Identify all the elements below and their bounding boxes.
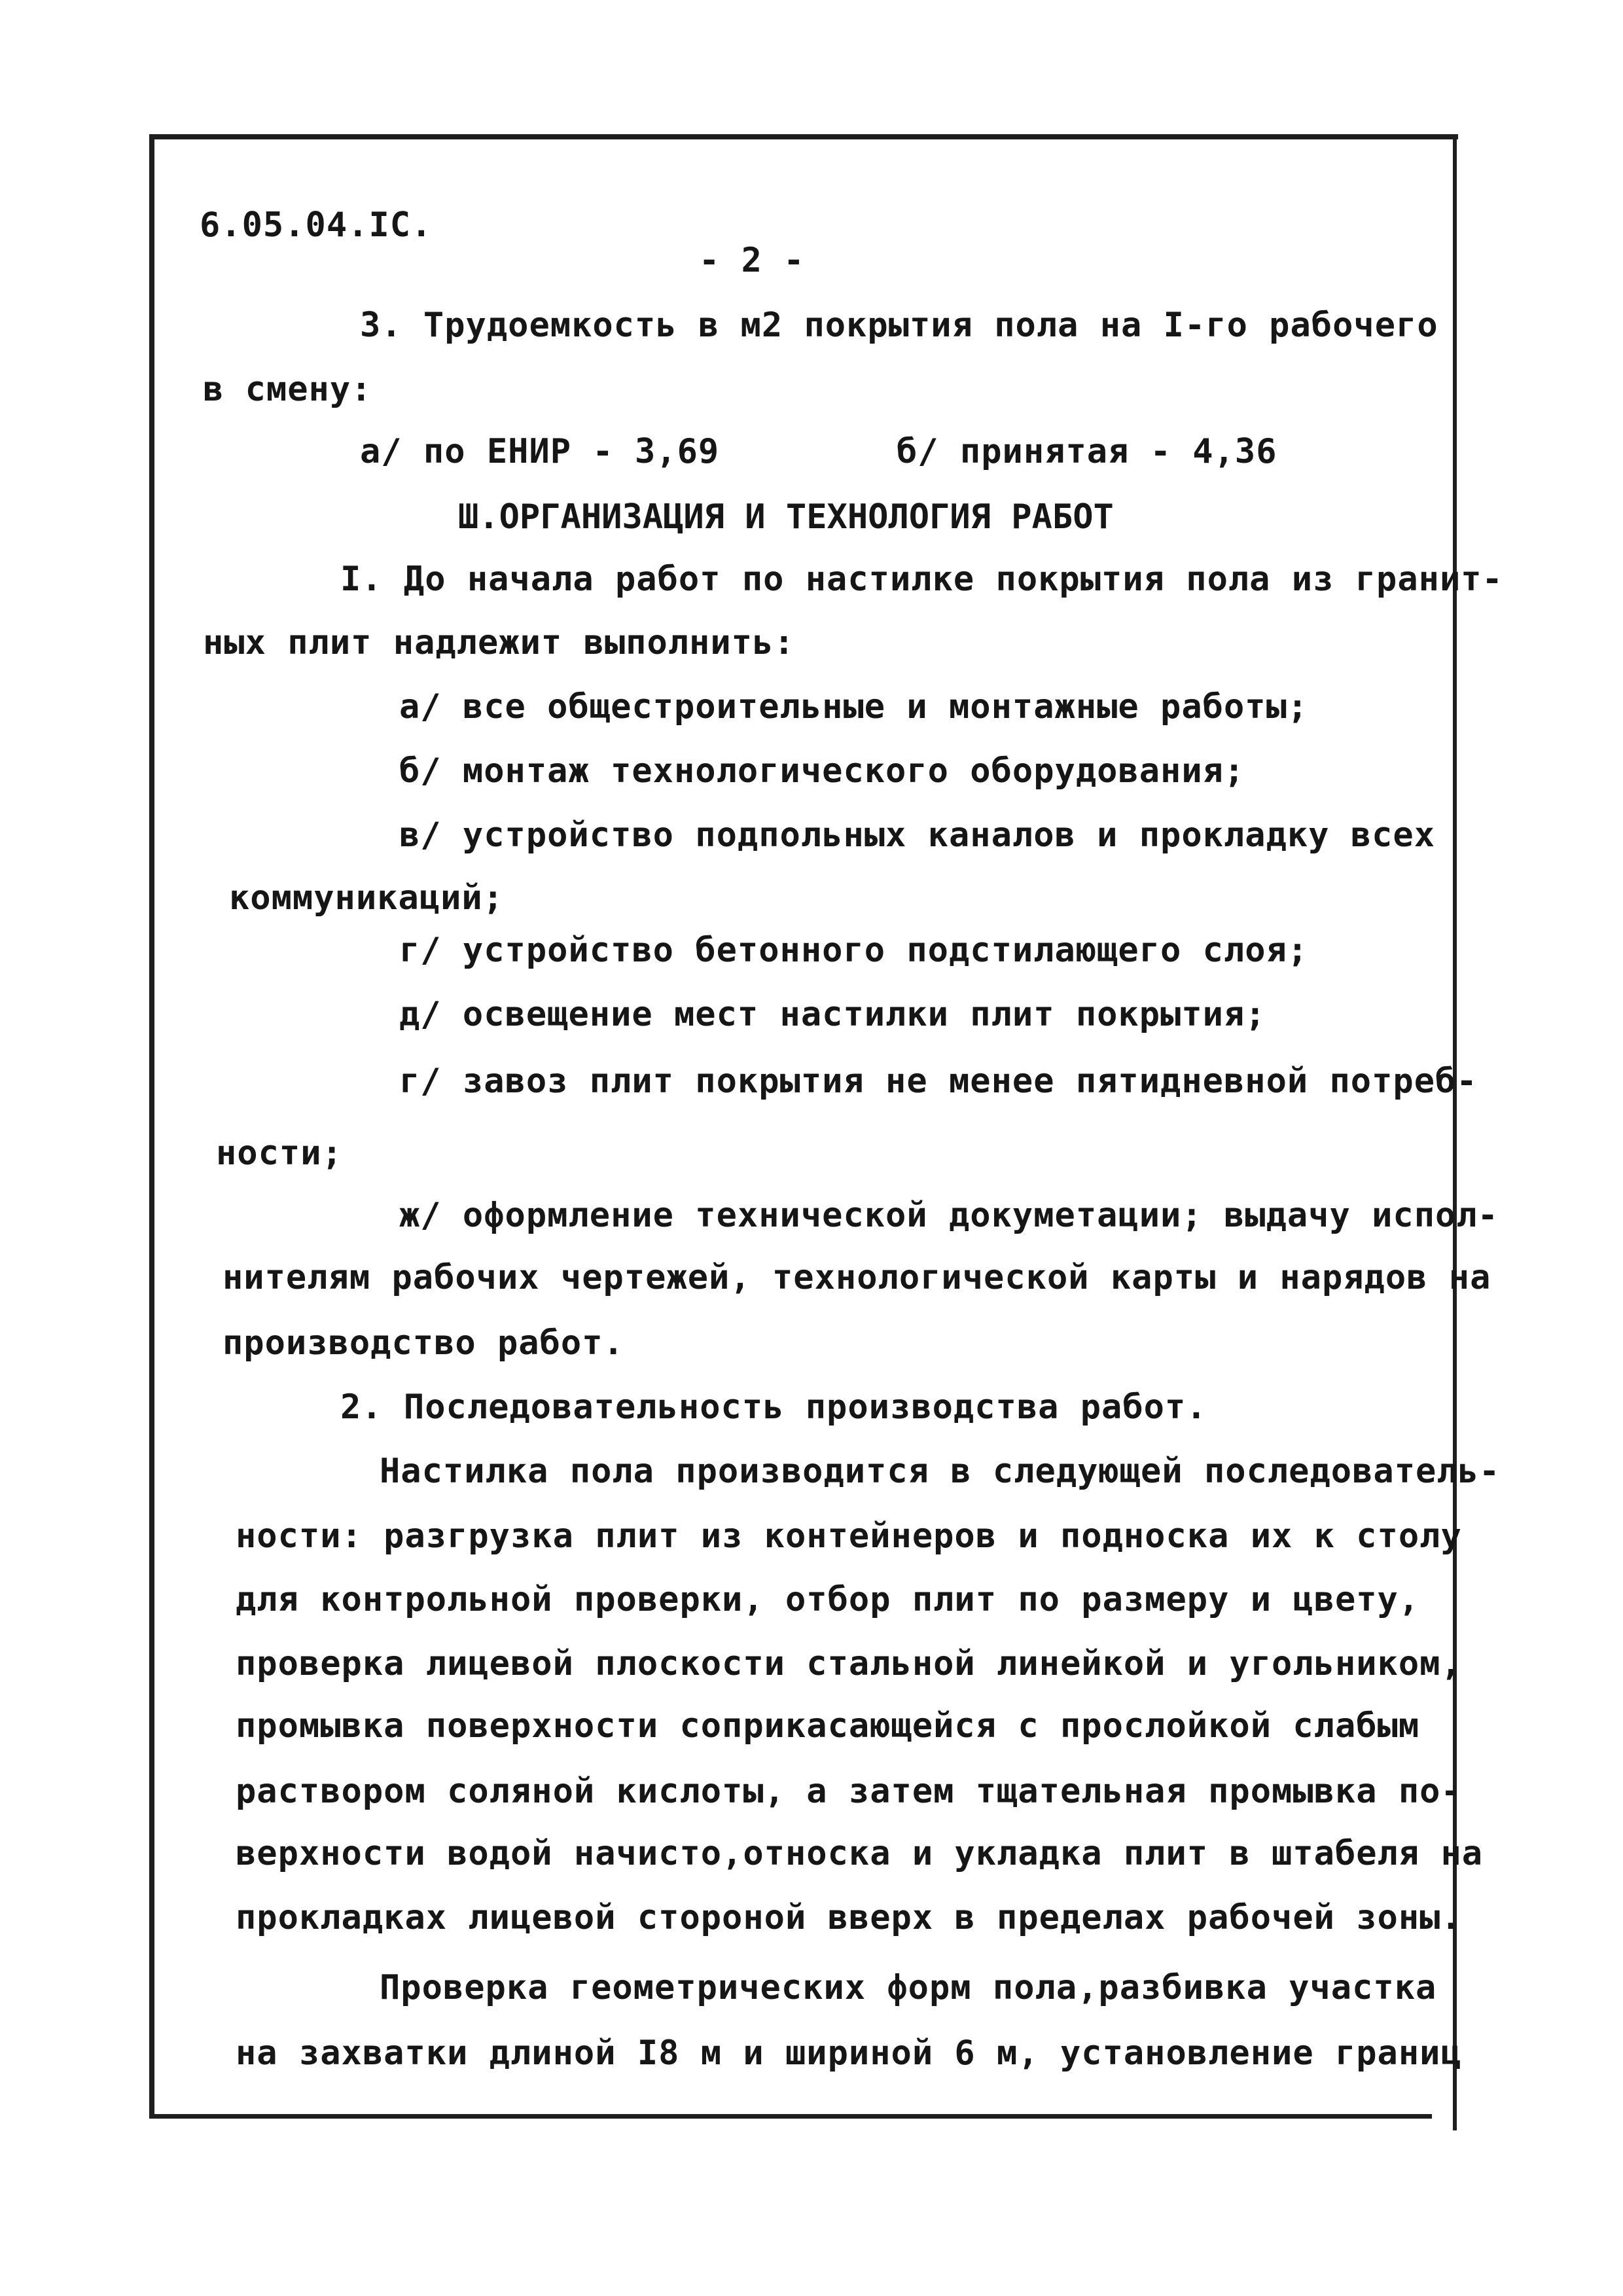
item2-paragraph1-line: промывка поверхности соприкасающейся с прослойкой слабым xyxy=(236,1706,1420,1746)
page-number: - 2 - xyxy=(699,241,805,280)
labor-intensity-line-1: 3. Трудоемкость в м2 покрытия пола на I-го рабочего xyxy=(360,306,1438,345)
item1-line-1: I. До начала работ по настилке покрытия пола из гранит- xyxy=(340,560,1503,599)
item1-zh-line-3: производство работ. xyxy=(223,1323,624,1363)
labor-intensity-accepted: б/ принятая - 4,36 xyxy=(897,432,1277,471)
item1-zh-line-2: нителям рабочих чертежей, технологической карты и нарядов на xyxy=(223,1258,1491,1297)
item2-paragraph1-line: ности: разгрузка плит из контейнеров и подноска их к столу xyxy=(236,1516,1462,1556)
page-frame-bottom-border xyxy=(149,2114,1432,2119)
page-frame-right-border xyxy=(1453,134,1457,2130)
item2-paragraph1-line: верхности водой начисто,относка и укладка плит в штабеля на xyxy=(236,1834,1484,1873)
item1-zh-line-1: ж/ оформление технической докуметации; выдачу испол- xyxy=(399,1196,1499,1235)
item1-e-line-2: ности; xyxy=(216,1134,343,1173)
section-title: Ш.ОРГАНИЗАЦИЯ И ТЕХНОЛОГИЯ РАБОТ xyxy=(458,497,1114,537)
page-frame-top-border xyxy=(149,134,1458,139)
item1-g: г/ устройство бетонного подстилающего слоя; xyxy=(399,931,1309,970)
item2-paragraph2-line: Проверка геометрических форм пола,разбивка участка xyxy=(380,1968,1437,2007)
item2-title: 2. Последовательность производства работ. xyxy=(340,1388,1207,1427)
document-code: 6.05.04.IC. xyxy=(200,206,433,245)
item1-v-line-2: коммуникаций; xyxy=(229,878,504,918)
item1-line-2: ных плит надлежит выполнить: xyxy=(203,623,795,662)
item2-paragraph1-line: прокладках лицевой стороной вверх в пределах рабочей зоны. xyxy=(236,1898,1462,1937)
item1-v-line-1: в/ устройство подпольных каналов и прокладку всех xyxy=(399,816,1436,855)
labor-intensity-enir: а/ по ЕНИР - 3,69 xyxy=(360,432,720,471)
item1-d: д/ освещение мест настилки плит покрытия; xyxy=(399,995,1266,1034)
item2-paragraph1-line: для контрольной проверки, отбор плит по размеру и цвету, xyxy=(236,1580,1420,1619)
labor-intensity-line-2: в смену: xyxy=(203,370,372,409)
item1-a: а/ все общестроительные и монтажные работы; xyxy=(399,687,1309,726)
page-frame-left-border xyxy=(149,134,154,2119)
item1-e-line-1: г/ завоз плит покрытия не менее пятидневной потреб- xyxy=(399,1062,1478,1101)
item2-paragraph1-line: проверка лицевой плоскости стальной линейкой и угольником, xyxy=(236,1644,1462,1683)
item2-paragraph1-line: Настилка пола производится в следующей последователь- xyxy=(380,1452,1501,1491)
item2-paragraph1-line: раствором соляной кислоты, а затем тщательная промывка по- xyxy=(236,1772,1462,1811)
item1-b: б/ монтаж технологического оборудования; xyxy=(399,751,1245,791)
item2-paragraph2-line: на захватки длиной I8 м и шириной 6 м, установление границ xyxy=(236,2034,1462,2073)
